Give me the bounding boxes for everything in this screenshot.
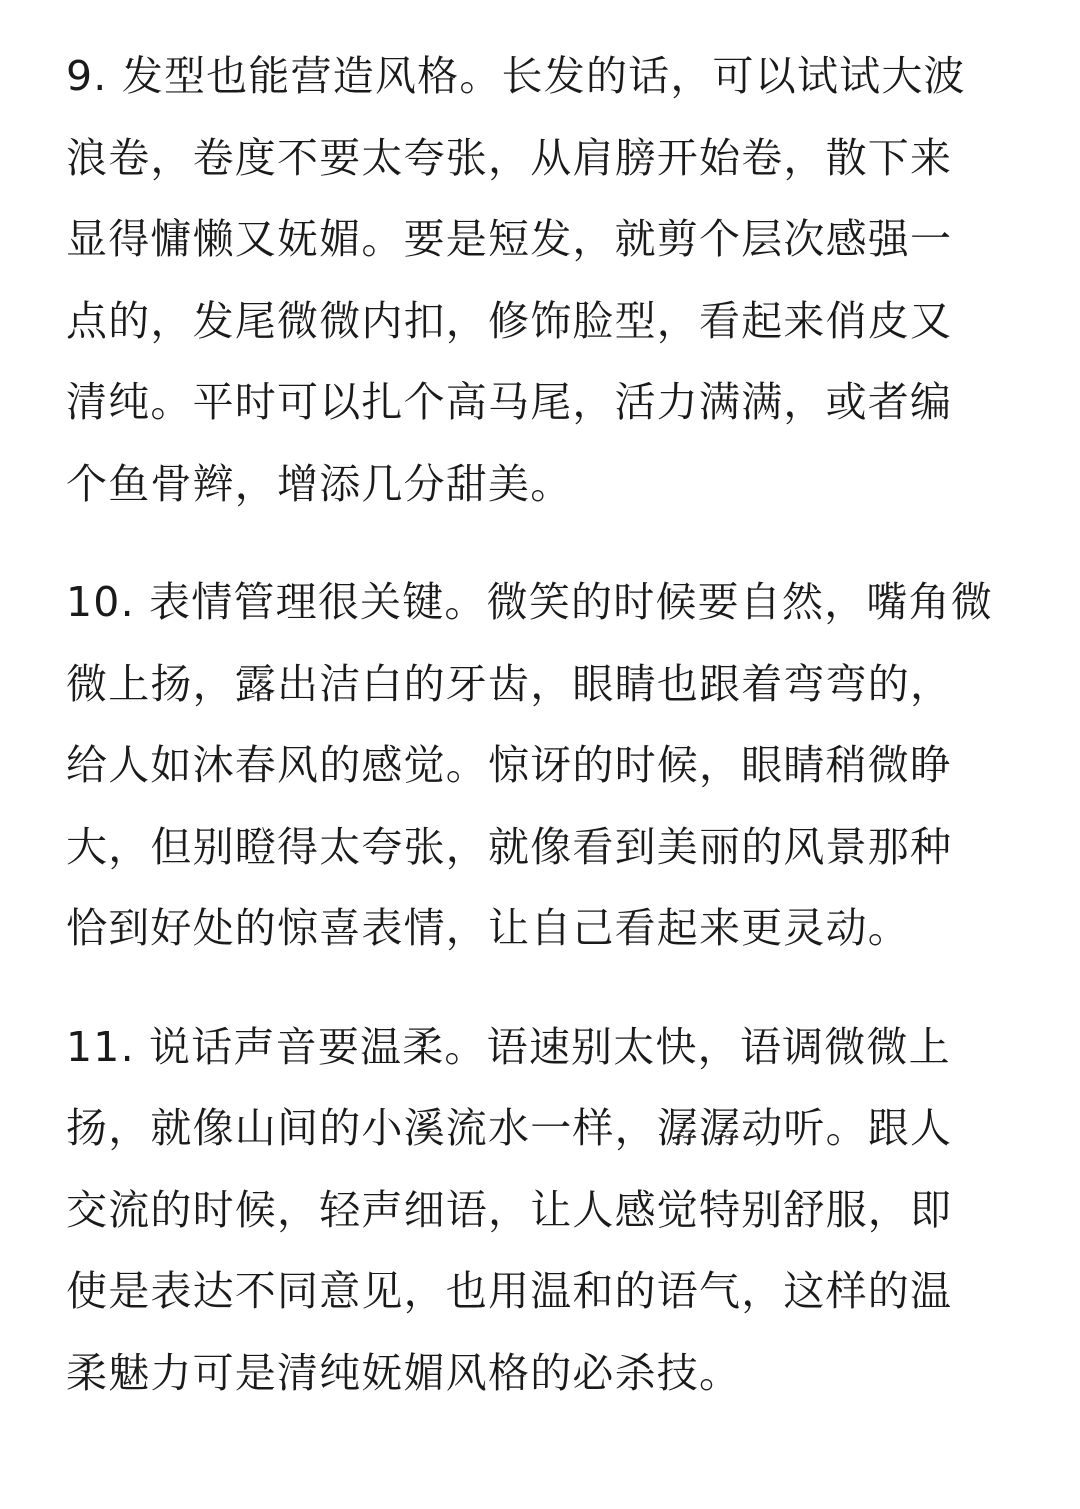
paragraph-line: 显得慵懒又妩媚。要是短发，就剪个层次感强一 bbox=[66, 215, 953, 263]
article-body bbox=[66, 36, 1026, 1414]
paragraph-line: 柔魅力可是清纯妩媚风格的必杀技。 bbox=[66, 1348, 742, 1397]
paragraph-line: 浪卷，卷度不要太夸张，从肩膀开始卷，散下来 bbox=[66, 133, 953, 182]
paragraph-line: 大，但别瞪得太夸张，就像看到美丽的风景那种 bbox=[66, 822, 953, 871]
paragraph-line: 扬，就像山间的小溪流水一样，潺潺动听。跟人 bbox=[66, 1104, 953, 1152]
paragraph-line: 点的，发尾微微内扣，修饰脸型，看起来俏皮又 bbox=[66, 296, 953, 345]
paragraph-line: 清纯。平时可以扎个高马尾，活力满满，或者编 bbox=[66, 378, 953, 426]
paragraph-line: 9. 发型也能营造风格。长发的话，可以试试大波 bbox=[66, 52, 966, 100]
paragraph-line: 恰到好处的惊喜表情，让自己看起来更灵动。 bbox=[66, 904, 910, 952]
paragraph-line: 11. 说话声音要温柔。语速别太快，语调微微上 bbox=[66, 1022, 951, 1071]
paragraph-line: 微上扬，露出洁白的牙齿，眼睛也跟着弯弯的， bbox=[66, 659, 953, 708]
paragraph-hairstyle bbox=[66, 36, 1026, 525]
paragraph-line: 交流的时候，轻声细语，让人感觉特别舒服，即 bbox=[66, 1185, 953, 1234]
paragraph-line: 给人如沐春风的感觉。惊讶的时候，眼睛稍微睁 bbox=[66, 741, 953, 789]
paragraph-expression bbox=[66, 562, 1026, 970]
paragraph-line: 10. 表情管理很关键。微笑的时候要自然，嘴角微 bbox=[66, 578, 994, 626]
paragraph-line: 个鱼骨辫，增添几分甜美。 bbox=[66, 459, 573, 508]
paragraph-line: 使是表达不同意见，也用温和的语气，这样的温 bbox=[66, 1267, 953, 1315]
paragraph-voice bbox=[66, 1007, 1026, 1415]
